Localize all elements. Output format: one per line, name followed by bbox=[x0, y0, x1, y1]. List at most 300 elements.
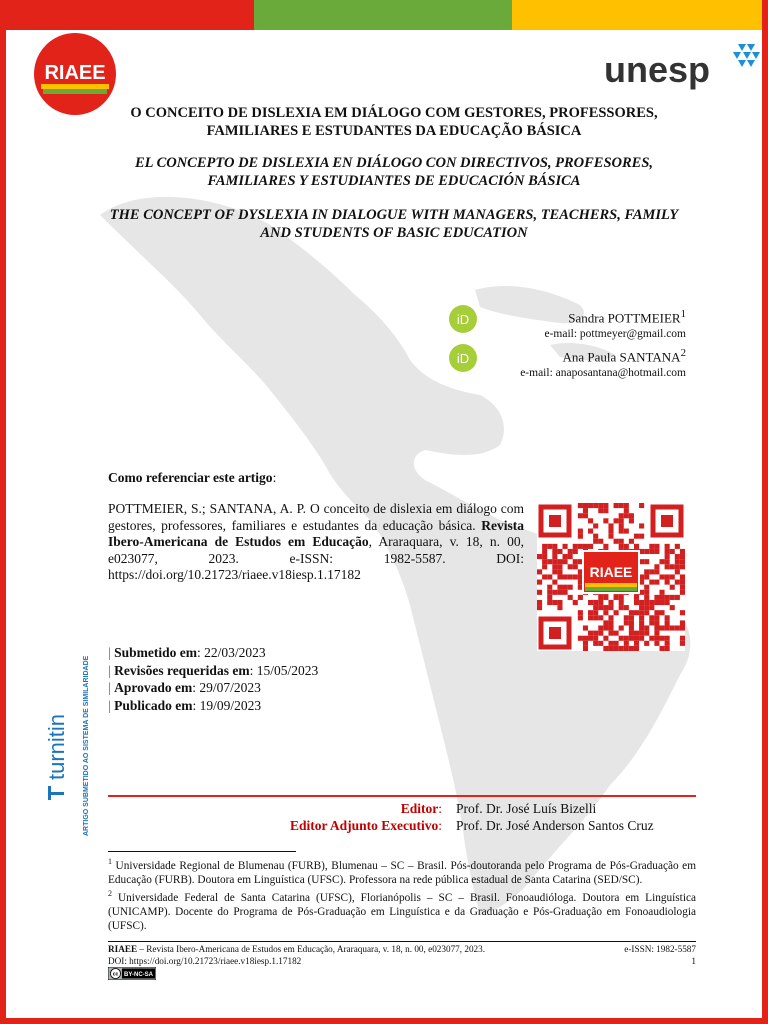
qr-code[interactable] bbox=[537, 503, 685, 651]
qr-module bbox=[639, 636, 644, 641]
qr-module bbox=[593, 539, 598, 544]
qr-module bbox=[573, 564, 578, 569]
date-label: Submetido em bbox=[114, 645, 197, 660]
qr-module bbox=[644, 605, 649, 610]
qr-module bbox=[593, 605, 598, 610]
qr-module bbox=[644, 585, 649, 590]
qr-module bbox=[680, 574, 685, 579]
date-value: : 19/09/2023 bbox=[192, 697, 262, 713]
editor-name: Prof. Dr. José Luís Bizelli bbox=[456, 801, 597, 816]
qr-module bbox=[649, 549, 654, 554]
qr-module bbox=[639, 503, 644, 508]
qr-module bbox=[675, 559, 680, 564]
qr-module bbox=[654, 544, 659, 549]
qr-module bbox=[665, 595, 670, 600]
qr-module bbox=[578, 513, 583, 518]
qr-module bbox=[644, 595, 649, 600]
qr-module bbox=[547, 544, 552, 549]
qr-module bbox=[634, 646, 639, 651]
qr-module bbox=[680, 564, 685, 569]
qr-module bbox=[619, 636, 624, 641]
qr-module bbox=[578, 529, 583, 534]
qr-module bbox=[639, 600, 644, 605]
author-name: Ana Paula SANTANA bbox=[562, 349, 681, 365]
qr-module bbox=[654, 595, 659, 600]
header-bar-red bbox=[0, 0, 254, 30]
qr-module bbox=[659, 600, 664, 605]
qr-module bbox=[649, 600, 654, 605]
qr-module bbox=[659, 625, 664, 630]
qr-module bbox=[619, 625, 624, 630]
qr-module bbox=[603, 518, 608, 523]
qr-module bbox=[563, 554, 568, 559]
qr-module bbox=[624, 508, 629, 513]
qr-module bbox=[629, 631, 634, 636]
editor-label: Editor Adjunto Executivo bbox=[289, 818, 439, 833]
qr-module bbox=[552, 600, 557, 605]
qr-module bbox=[598, 503, 603, 508]
qr-module bbox=[583, 544, 588, 549]
qr-module bbox=[670, 574, 675, 579]
date-revisions bbox=[108, 662, 318, 680]
qr-module bbox=[654, 564, 659, 569]
qr-module bbox=[665, 580, 670, 585]
qr-module bbox=[603, 646, 608, 651]
qr-module bbox=[537, 600, 542, 605]
qr-module bbox=[624, 503, 629, 508]
editor-label-colon: : bbox=[438, 818, 442, 833]
qr-module bbox=[624, 605, 629, 610]
footer-journal-info: – Revista Ibero-Americana de Estudos em Educação, Araraquara, v. 18, n. 00, e023077, 2023. bbox=[137, 944, 486, 954]
citation-heading-text: Como referenciar este artigo bbox=[108, 470, 273, 485]
citation-text bbox=[108, 501, 524, 584]
qr-module bbox=[573, 544, 578, 549]
qr-module bbox=[557, 590, 562, 595]
qr-module bbox=[634, 534, 639, 539]
qr-module bbox=[557, 564, 562, 569]
qr-module bbox=[573, 549, 578, 554]
orcid-icon[interactable] bbox=[449, 344, 477, 372]
qr-module bbox=[593, 534, 598, 539]
qr-module bbox=[598, 595, 603, 600]
qr-module bbox=[644, 641, 649, 646]
qr-module bbox=[644, 569, 649, 574]
qr-module bbox=[593, 631, 598, 636]
date-submitted bbox=[108, 644, 318, 662]
qr-module bbox=[557, 569, 562, 574]
qr-module bbox=[563, 585, 568, 590]
qr-module bbox=[665, 615, 670, 620]
qr-module bbox=[624, 529, 629, 534]
qr-module bbox=[629, 518, 634, 523]
date-bar: | bbox=[108, 680, 111, 695]
qr-module bbox=[552, 569, 557, 574]
qr-module bbox=[629, 625, 634, 630]
qr-module bbox=[568, 585, 573, 590]
qr-module bbox=[573, 600, 578, 605]
qr-module bbox=[578, 636, 583, 641]
qr-module bbox=[665, 600, 670, 605]
qr-module bbox=[603, 508, 608, 513]
qr-module bbox=[654, 615, 659, 620]
qr-module bbox=[537, 605, 542, 610]
qr-module bbox=[568, 574, 573, 579]
qr-module bbox=[665, 625, 670, 630]
qr-module bbox=[614, 503, 619, 508]
qr-module bbox=[598, 539, 603, 544]
qr-module bbox=[583, 646, 588, 651]
qr-module bbox=[624, 513, 629, 518]
qr-module bbox=[568, 564, 573, 569]
qr-module bbox=[588, 631, 593, 636]
qr-module bbox=[624, 636, 629, 641]
qr-module bbox=[629, 636, 634, 641]
date-bar: | bbox=[108, 645, 111, 660]
qr-module bbox=[557, 605, 562, 610]
qr-module bbox=[593, 600, 598, 605]
qr-logo-text: RIAEE bbox=[589, 564, 633, 580]
qr-module bbox=[568, 595, 573, 600]
qr-module bbox=[588, 600, 593, 605]
qr-module bbox=[537, 554, 542, 559]
qr-module bbox=[603, 605, 608, 610]
qr-module bbox=[649, 605, 654, 610]
qr-module bbox=[614, 646, 619, 651]
editor-row bbox=[108, 817, 696, 834]
qr-module bbox=[583, 508, 588, 513]
qr-module bbox=[680, 585, 685, 590]
qr-module bbox=[593, 615, 598, 620]
page-frame-right bbox=[762, 0, 768, 1024]
qr-module bbox=[654, 600, 659, 605]
footnote bbox=[108, 887, 696, 933]
qr-module bbox=[614, 539, 619, 544]
qr-module bbox=[583, 513, 588, 518]
author-name: Sandra POTTMEIER bbox=[568, 310, 681, 326]
qr-module bbox=[675, 569, 680, 574]
date-bar: | bbox=[108, 697, 111, 713]
editors-divider bbox=[108, 795, 696, 797]
qr-module bbox=[614, 518, 619, 523]
qr-module bbox=[624, 544, 629, 549]
qr-module bbox=[670, 564, 675, 569]
header-bar-yellow bbox=[512, 0, 768, 30]
qr-module bbox=[659, 595, 664, 600]
qr-module bbox=[644, 590, 649, 595]
qr-module bbox=[649, 636, 654, 641]
qr-module bbox=[665, 549, 670, 554]
qr-module bbox=[614, 641, 619, 646]
qr-module bbox=[670, 585, 675, 590]
qr-module bbox=[542, 554, 547, 559]
qr-module bbox=[624, 646, 629, 651]
creative-commons-license-icon[interactable] bbox=[108, 967, 156, 980]
qr-module bbox=[665, 564, 670, 569]
qr-module bbox=[675, 625, 680, 630]
qr-module bbox=[583, 636, 588, 641]
qr-module bbox=[608, 523, 613, 528]
qr-module bbox=[593, 641, 598, 646]
qr-module bbox=[675, 564, 680, 569]
qr-module bbox=[680, 620, 685, 625]
qr-module bbox=[619, 646, 624, 651]
qr-module bbox=[670, 549, 675, 554]
qr-module bbox=[603, 625, 608, 630]
license-label: BY-NC-SA bbox=[123, 972, 154, 978]
qr-module bbox=[675, 544, 680, 549]
qr-module bbox=[665, 646, 670, 651]
qr-module bbox=[598, 600, 603, 605]
author-block bbox=[544, 306, 686, 342]
turnitin-caption: ARTIGO SUBMETIDO AO SISTEMA DE SIMILARIDADE bbox=[83, 655, 90, 836]
submission-dates bbox=[108, 644, 318, 714]
qr-module bbox=[639, 625, 644, 630]
qr-module bbox=[665, 554, 670, 559]
qr-module bbox=[644, 600, 649, 605]
qr-module bbox=[593, 636, 598, 641]
qr-module bbox=[619, 523, 624, 528]
qr-module bbox=[552, 564, 557, 569]
qr-module bbox=[680, 636, 685, 641]
qr-module bbox=[680, 610, 685, 615]
qr-module bbox=[639, 534, 644, 539]
qr-module bbox=[603, 636, 608, 641]
qr-module bbox=[557, 600, 562, 605]
date-value: : 29/07/2023 bbox=[192, 680, 261, 695]
svg-text:cc: cc bbox=[112, 971, 119, 978]
qr-module bbox=[537, 590, 542, 595]
qr-module bbox=[619, 600, 624, 605]
qr-module bbox=[588, 615, 593, 620]
qr-module bbox=[619, 513, 624, 518]
unesp-logo-text: unesp bbox=[604, 49, 711, 90]
qr-module bbox=[665, 544, 670, 549]
qr-module bbox=[552, 544, 557, 549]
qr-module bbox=[603, 610, 608, 615]
citation-heading-colon: : bbox=[272, 470, 277, 485]
turnitin-badge bbox=[40, 640, 96, 840]
qr-module bbox=[634, 600, 639, 605]
qr-module bbox=[680, 590, 685, 595]
qr-module bbox=[573, 574, 578, 579]
qr-module bbox=[603, 620, 608, 625]
qr-module bbox=[593, 610, 598, 615]
qr-module bbox=[578, 503, 583, 508]
footnotes bbox=[108, 855, 696, 933]
footnote-divider bbox=[108, 851, 296, 852]
date-label: Aprovado em bbox=[114, 680, 193, 695]
qr-module bbox=[598, 605, 603, 610]
footer-divider bbox=[108, 941, 696, 942]
citation-heading bbox=[108, 470, 276, 486]
qr-module bbox=[578, 534, 583, 539]
qr-module bbox=[634, 544, 639, 549]
qr-module bbox=[588, 544, 593, 549]
editor-label: Editor bbox=[400, 801, 439, 816]
qr-module bbox=[654, 631, 659, 636]
date-value: : 15/05/2023 bbox=[249, 662, 319, 678]
qr-module bbox=[619, 539, 624, 544]
qr-module bbox=[654, 636, 659, 641]
footer-issn: e-ISSN: 1982-5587 bbox=[624, 944, 696, 954]
turnitin-brand: turnitin bbox=[44, 713, 69, 780]
qr-module bbox=[542, 544, 547, 549]
footer-doi[interactable]: DOI: https://doi.org/10.21723/riaee.v18iesp.1.17182 bbox=[108, 956, 302, 966]
qr-module bbox=[578, 595, 583, 600]
qr-module bbox=[608, 620, 613, 625]
qr-module bbox=[619, 518, 624, 523]
qr-module bbox=[608, 534, 613, 539]
qr-module bbox=[608, 600, 613, 605]
qr-module bbox=[659, 590, 664, 595]
qr-module bbox=[614, 631, 619, 636]
qr-module bbox=[639, 610, 644, 615]
qr-module bbox=[608, 646, 613, 651]
qr-module bbox=[665, 620, 670, 625]
qr-module bbox=[659, 559, 664, 564]
qr-module bbox=[557, 585, 562, 590]
author-block bbox=[520, 345, 686, 381]
qr-module bbox=[608, 625, 613, 630]
qr-module bbox=[603, 503, 608, 508]
qr-module bbox=[654, 641, 659, 646]
qr-module bbox=[608, 615, 613, 620]
author-footnote-ref: 2 bbox=[680, 347, 686, 359]
qr-module bbox=[608, 605, 613, 610]
date-bar: | bbox=[108, 662, 111, 678]
qr-module bbox=[547, 595, 552, 600]
qr-module bbox=[557, 574, 562, 579]
qr-module bbox=[542, 559, 547, 564]
qr-module bbox=[675, 554, 680, 559]
qr-module bbox=[649, 580, 654, 585]
qr-module bbox=[665, 641, 670, 646]
qr-module bbox=[547, 585, 552, 590]
editor-name: Prof. Dr. José Anderson Santos Cruz bbox=[456, 818, 654, 833]
qr-module bbox=[552, 590, 557, 595]
qr-module bbox=[675, 580, 680, 585]
orcid-icon-label: iD bbox=[456, 312, 470, 327]
qr-module bbox=[639, 523, 644, 528]
qr-module bbox=[603, 595, 608, 600]
qr-module bbox=[670, 605, 675, 610]
qr-module bbox=[547, 600, 552, 605]
qr-module bbox=[598, 508, 603, 513]
qr-module bbox=[654, 625, 659, 630]
date-approved bbox=[108, 679, 318, 697]
title-spanish: EL CONCEPTO DE DISLEXIA EN DIÁLOGO CON DIRECTIVOS, PROFESORES, FAMILIARES Y ESTUDIANTES DE EDUCACIÓN BÁSICA bbox=[134, 155, 654, 189]
qr-module bbox=[629, 610, 634, 615]
qr-module bbox=[680, 549, 685, 554]
qr-module bbox=[654, 620, 659, 625]
qr-module bbox=[624, 620, 629, 625]
qr-module bbox=[573, 559, 578, 564]
qr-module bbox=[654, 549, 659, 554]
date-label: Revisões requeridas em bbox=[114, 662, 250, 678]
footnote-text: Universidade Federal de Santa Catarina (UFSC), Florianópolis – SC – Brasil. Fonoaudióloga. Doutora em Linguística (UNICAMP). Docente do Programa de Pós-Graduação em Linguística e da Graduação e Pós-Graduação em Fonoaudiologia (UFSC). bbox=[108, 891, 696, 932]
qr-module bbox=[649, 569, 654, 574]
header-color-bar bbox=[0, 0, 768, 30]
date-value: : 22/03/2023 bbox=[196, 645, 266, 660]
qr-module bbox=[619, 544, 624, 549]
qr-module bbox=[675, 595, 680, 600]
qr-module bbox=[593, 503, 598, 508]
qr-module bbox=[644, 625, 649, 630]
qr-module bbox=[680, 625, 685, 630]
qr-module bbox=[598, 615, 603, 620]
qr-module bbox=[680, 580, 685, 585]
page-footer bbox=[108, 943, 696, 967]
footnote-number: 1 bbox=[108, 857, 112, 866]
qr-module bbox=[629, 620, 634, 625]
unesp-logo-mark bbox=[733, 44, 760, 67]
qr-module bbox=[583, 503, 588, 508]
qr-module bbox=[557, 549, 562, 554]
qr-module bbox=[588, 610, 593, 615]
qr-module bbox=[593, 523, 598, 528]
editor-row bbox=[108, 800, 696, 817]
qr-module bbox=[588, 503, 593, 508]
qr-module bbox=[665, 636, 670, 641]
qr-module bbox=[659, 574, 664, 579]
qr-module bbox=[588, 518, 593, 523]
footnote-number: 2 bbox=[108, 888, 112, 898]
qr-module bbox=[634, 631, 639, 636]
qr-module bbox=[659, 636, 664, 641]
qr-module bbox=[588, 529, 593, 534]
qr-module bbox=[547, 574, 552, 579]
qr-module bbox=[598, 641, 603, 646]
qr-module bbox=[552, 549, 557, 554]
qr-module bbox=[659, 646, 664, 651]
footnote bbox=[108, 855, 696, 887]
riaee-logo-text: RIAEE bbox=[44, 62, 106, 84]
qr-module bbox=[634, 636, 639, 641]
qr-module bbox=[578, 544, 583, 549]
qr-module bbox=[644, 631, 649, 636]
editor-label-colon: : bbox=[438, 801, 442, 816]
qr-module bbox=[619, 605, 624, 610]
qr-module bbox=[614, 610, 619, 615]
orcid-icon[interactable] bbox=[449, 305, 477, 333]
qr-module bbox=[598, 625, 603, 630]
qr-module bbox=[629, 513, 634, 518]
qr-module bbox=[547, 590, 552, 595]
title-english: THE CONCEPT OF DYSLEXIA IN DIALOGUE WITH MANAGERS, TEACHERS, FAMILY AND STUDENTS OF BASIC EDUCATION bbox=[109, 207, 679, 241]
qr-module bbox=[608, 631, 613, 636]
editors-block bbox=[108, 800, 696, 834]
qr-module bbox=[665, 574, 670, 579]
qr-module bbox=[619, 529, 624, 534]
qr-module bbox=[563, 574, 568, 579]
qr-module bbox=[665, 559, 670, 564]
qr-module bbox=[598, 631, 603, 636]
qr-module bbox=[552, 580, 557, 585]
qr-module bbox=[634, 641, 639, 646]
date-published bbox=[108, 697, 318, 715]
unesp-logo bbox=[604, 42, 762, 92]
qr-module bbox=[654, 569, 659, 574]
qr-module bbox=[608, 641, 613, 646]
qr-module bbox=[619, 595, 624, 600]
page-frame-left bbox=[0, 0, 6, 1024]
qr-module bbox=[624, 615, 629, 620]
qr-module bbox=[639, 620, 644, 625]
qr-module bbox=[644, 559, 649, 564]
qr-module bbox=[578, 610, 583, 615]
citation-journal: Revista Ibero-Americana de Estudos em Educação bbox=[108, 517, 524, 549]
qr-module bbox=[563, 544, 568, 549]
